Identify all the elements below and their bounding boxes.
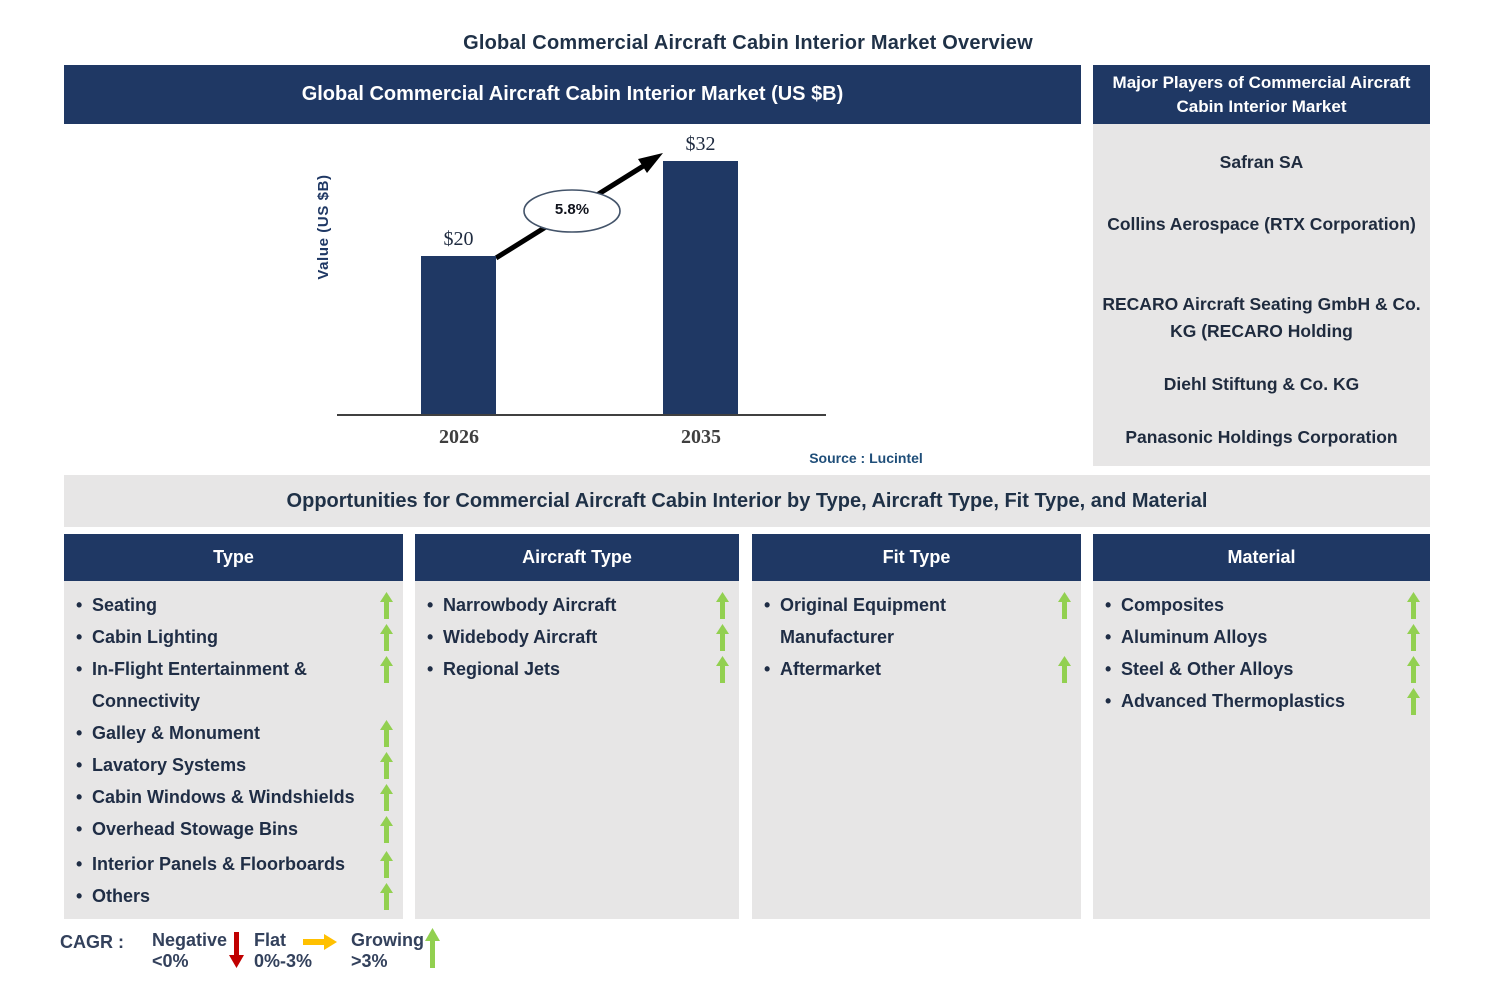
column-body [415, 581, 739, 919]
growth-up-arrow-icon [716, 656, 729, 683]
opportunities-banner: Opportunities for Commercial Aircraft Cabin Interior by Type, Aircraft Type, Fit Type, and Material [64, 475, 1430, 527]
item-label: Lavatory Systems [92, 755, 247, 775]
column-fit-type [752, 534, 1081, 919]
bullet [1105, 589, 1121, 621]
list-item [76, 621, 395, 653]
item-label: Cabin Lighting [92, 627, 218, 647]
column-header: Fit Type [752, 534, 1081, 581]
bullet [764, 589, 780, 621]
legend-entry-negative [152, 930, 227, 972]
bar-value-label: $20 [443, 228, 474, 250]
growth-up-arrow-icon [1058, 656, 1071, 683]
item-label: Widebody Aircraft [443, 627, 598, 647]
legend-entry-range: <0% [152, 951, 189, 971]
list-item [76, 813, 395, 845]
growth-up-arrow-icon [380, 592, 393, 619]
legend-entry-name: Flat [254, 930, 287, 950]
list-item [427, 589, 731, 621]
item-label: In-Flight Entertainment & [92, 659, 307, 679]
cagr-legend [0, 926, 520, 978]
bullet [1105, 653, 1121, 685]
column-body [64, 581, 403, 919]
list-item [76, 880, 395, 912]
column-header: Type [64, 534, 403, 581]
legend-entry-name: Negative [152, 930, 228, 950]
growth-up-arrow-icon [380, 720, 393, 747]
bullet [76, 653, 92, 685]
list-item [1105, 589, 1422, 621]
item-label: Aluminum Alloys [1121, 627, 1268, 647]
column-body [1093, 581, 1430, 919]
item-label-line2: Manufacturer [780, 627, 895, 647]
bar-chart [64, 124, 1081, 470]
bullet [764, 653, 780, 685]
column-material [1093, 534, 1430, 919]
bullet [1105, 621, 1121, 653]
column-aircraft-type [415, 534, 739, 919]
company-name: Safran SA [1219, 152, 1304, 172]
bullet [76, 880, 92, 912]
growth-up-arrow-icon [1407, 688, 1420, 715]
column-header: Material [1093, 534, 1430, 581]
bullet [76, 781, 92, 813]
growth-up-arrow-icon [380, 851, 393, 878]
list-item [427, 653, 731, 685]
bullet [76, 749, 92, 781]
list-item [1105, 685, 1422, 717]
list-item [76, 848, 395, 880]
item-label: Cabin Windows & Windshields [92, 787, 355, 807]
growth-up-arrow-icon [1407, 624, 1420, 651]
legend-entry-range: 0%-3% [254, 951, 313, 971]
legend-label: CAGR : [60, 932, 124, 952]
item-label: Advanced Thermoplastics [1121, 691, 1346, 711]
bar-2035 [663, 133, 738, 414]
bar-value-label: $32 [685, 133, 716, 155]
column-body [752, 581, 1081, 919]
item-label: Narrowbody Aircraft [443, 595, 617, 615]
growing-up-arrow-icon [425, 928, 440, 968]
item-label: Steel & Other Alloys [1121, 659, 1294, 679]
bullet [76, 848, 92, 880]
company-name: Diehl Stiftung & Co. KG [1163, 374, 1360, 394]
item-label: Galley & Monument [92, 723, 261, 743]
list-item [76, 717, 395, 749]
list-item [1105, 621, 1422, 653]
item-label: Seating [92, 595, 158, 615]
list-item [764, 653, 1073, 685]
x-axis-line [337, 414, 826, 416]
legend-entry-growing [351, 930, 424, 972]
cagr-trend-arrow [64, 124, 1081, 470]
column-header: Aircraft Type [415, 534, 739, 581]
bullet [76, 813, 92, 845]
growth-up-arrow-icon [1407, 656, 1420, 683]
growth-up-arrow-icon [1407, 592, 1420, 619]
x-tick-2026: 2026 [439, 426, 479, 448]
list-item [76, 589, 395, 621]
item-label: Others [92, 886, 151, 906]
growth-up-arrow-icon [380, 752, 393, 779]
item-label: Original Equipment [780, 595, 947, 615]
growth-up-arrow-icon [716, 624, 729, 651]
growth-up-arrow-icon [380, 816, 393, 843]
legend-entry-name: Growing [351, 930, 424, 950]
growth-up-arrow-icon [380, 656, 393, 683]
item-label-line2: Connectivity [92, 691, 201, 711]
major-players-panel [1093, 65, 1430, 466]
list-item [76, 749, 395, 781]
bullet [427, 621, 443, 653]
growth-up-arrow-icon [1058, 592, 1071, 619]
company-name: RECARO Aircraft Seating GmbH & Co. KG (RECARO Holding [1102, 294, 1421, 341]
bullet [76, 589, 92, 621]
list-item [1105, 653, 1422, 685]
list-item [76, 653, 395, 717]
item-label: Aftermarket [780, 659, 882, 679]
y-axis-label: Value (US $B) [315, 174, 332, 280]
column-type [64, 534, 403, 919]
bar-2026 [421, 228, 496, 414]
item-label: Overhead Stowage Bins [92, 819, 299, 839]
item-label: Composites [1121, 595, 1225, 615]
legend-entry-range: >3% [351, 951, 388, 971]
market-chart-section [64, 65, 1081, 470]
item-label: Interior Panels & Floorboards [92, 854, 346, 874]
major-players-header: Major Players of Commercial Aircraft Cabin Interior Market [1093, 65, 1430, 124]
list-item [764, 589, 1073, 653]
growth-up-arrow-icon [380, 784, 393, 811]
source-note: Source : Lucintel [809, 450, 923, 466]
growth-up-arrow-icon [380, 883, 393, 910]
growth-up-arrow-icon [716, 592, 729, 619]
bullet [427, 653, 443, 685]
company-name: Panasonic Holdings Corporation [1125, 427, 1398, 447]
page-title: Global Commercial Aircraft Cabin Interior Market Overview [463, 32, 1033, 54]
chart-title-bar: Global Commercial Aircraft Cabin Interior Market (US $B) [64, 65, 1081, 124]
bullet [76, 717, 92, 749]
bullet [76, 621, 92, 653]
list-item [76, 781, 395, 813]
flat-right-arrow-icon [303, 934, 337, 950]
x-tick-2035: 2035 [681, 426, 721, 448]
cagr-value: 5.8% [554, 201, 590, 218]
company-name: Collins Aerospace (RTX Corporation) [1107, 214, 1416, 234]
item-label: Regional Jets [443, 659, 561, 679]
bullet [427, 589, 443, 621]
growth-up-arrow-icon [380, 624, 393, 651]
negative-down-arrow-icon [229, 932, 244, 968]
bullet [1105, 685, 1121, 717]
arrowhead-icon [638, 153, 663, 173]
list-item [427, 621, 731, 653]
